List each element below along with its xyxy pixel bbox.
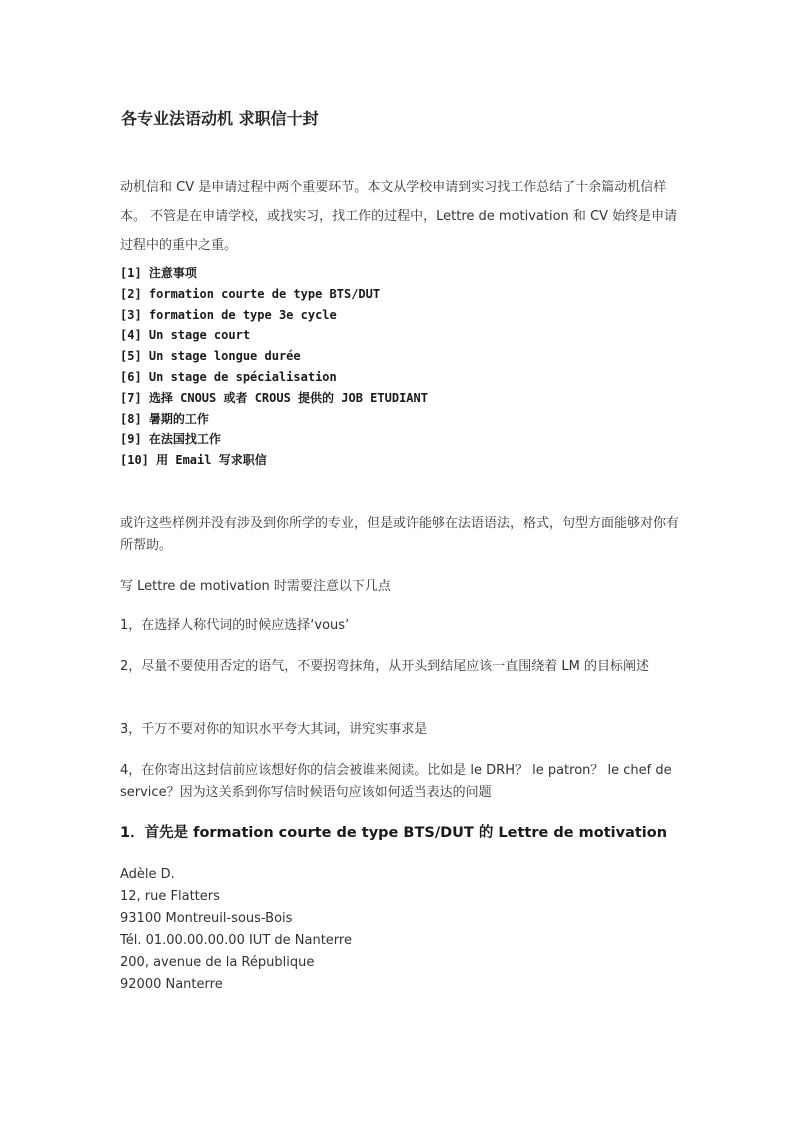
toc-item[interactable]: [4] Un stage court bbox=[120, 328, 251, 343]
toc-item[interactable]: [3] formation de type 3e cycle bbox=[120, 307, 337, 322]
intro-paragraph: 动机信和 CV 是申请过程中两个重要环节。本文从学校申请到实习找工作总结了十余篇动机信样本。 不管是在申请学校，或找实习，找工作的过程中，Lettre de motivation 和 CV 始终是申请过程中的重中之重。 bbox=[120, 180, 678, 253]
toc-item[interactable]: [6] Un stage de spécialisation bbox=[120, 369, 337, 384]
toc-item[interactable]: [2] formation courte de type BTS/DUT bbox=[120, 286, 381, 301]
toc-item[interactable]: [8] 暑期的工作 bbox=[120, 411, 209, 426]
table-of-contents bbox=[120, 263, 428, 471]
body-paragraph: 1，在选择人称代词的时候应选择‘vous’ bbox=[120, 618, 350, 633]
body-paragraph: 3，千万不要对你的知识水平夸大其词，讲究实事求是 bbox=[120, 722, 428, 737]
toc-item[interactable]: [7] 选择 CNOUS 或者 CROUS 提供的 JOB ETUDIANT bbox=[120, 390, 428, 405]
body-paragraph: 4，在你寄出这封信前应该想好你的信会被谁来阅读。比如是 le DRH？ le patron？ le chef de service？因为这关系到你写信时候语句应该如何适当表达的问题 bbox=[120, 763, 672, 800]
address-line: 12, rue Flatters bbox=[120, 889, 220, 904]
toc-item[interactable]: [5] Un stage longue durée bbox=[120, 349, 301, 364]
address-line: 93100 Montreuil-sous-Bois bbox=[120, 911, 293, 926]
body-paragraph: 写 Lettre de motivation 时需要注意以下几点 bbox=[120, 579, 391, 594]
address-line: 200, avenue de la République bbox=[120, 955, 315, 970]
toc-item[interactable]: [9] 在法国找工作 bbox=[120, 432, 221, 447]
document-title: 各专业法语动机 求职信十封 bbox=[121, 109, 319, 128]
address-line: 92000 Nanterre bbox=[120, 977, 223, 992]
body-paragraph: 2，尽量不要使用否定的语气，不要拐弯抹角，从开头到结尾应该一直围绕着 LM 的目标阐述 bbox=[120, 659, 649, 674]
address-line: Adèle D. bbox=[120, 867, 175, 882]
toc-item[interactable]: [10] 用 Email 写求职信 bbox=[120, 453, 267, 468]
address-line: Tél. 01.00.00.00.00 IUT de Nanterre bbox=[120, 933, 352, 948]
toc-item[interactable]: [1] 注意事项 bbox=[120, 266, 197, 280]
section-heading: 1．首先是 formation courte de type BTS/DUT 的 Lettre de motivation bbox=[120, 825, 668, 841]
sender-address-block bbox=[120, 864, 352, 996]
body-paragraph: 或许这些样例并没有涉及到你所学的专业，但是或许能够在法语语法，格式，句型方面能够对你有所帮助。 bbox=[120, 516, 680, 553]
